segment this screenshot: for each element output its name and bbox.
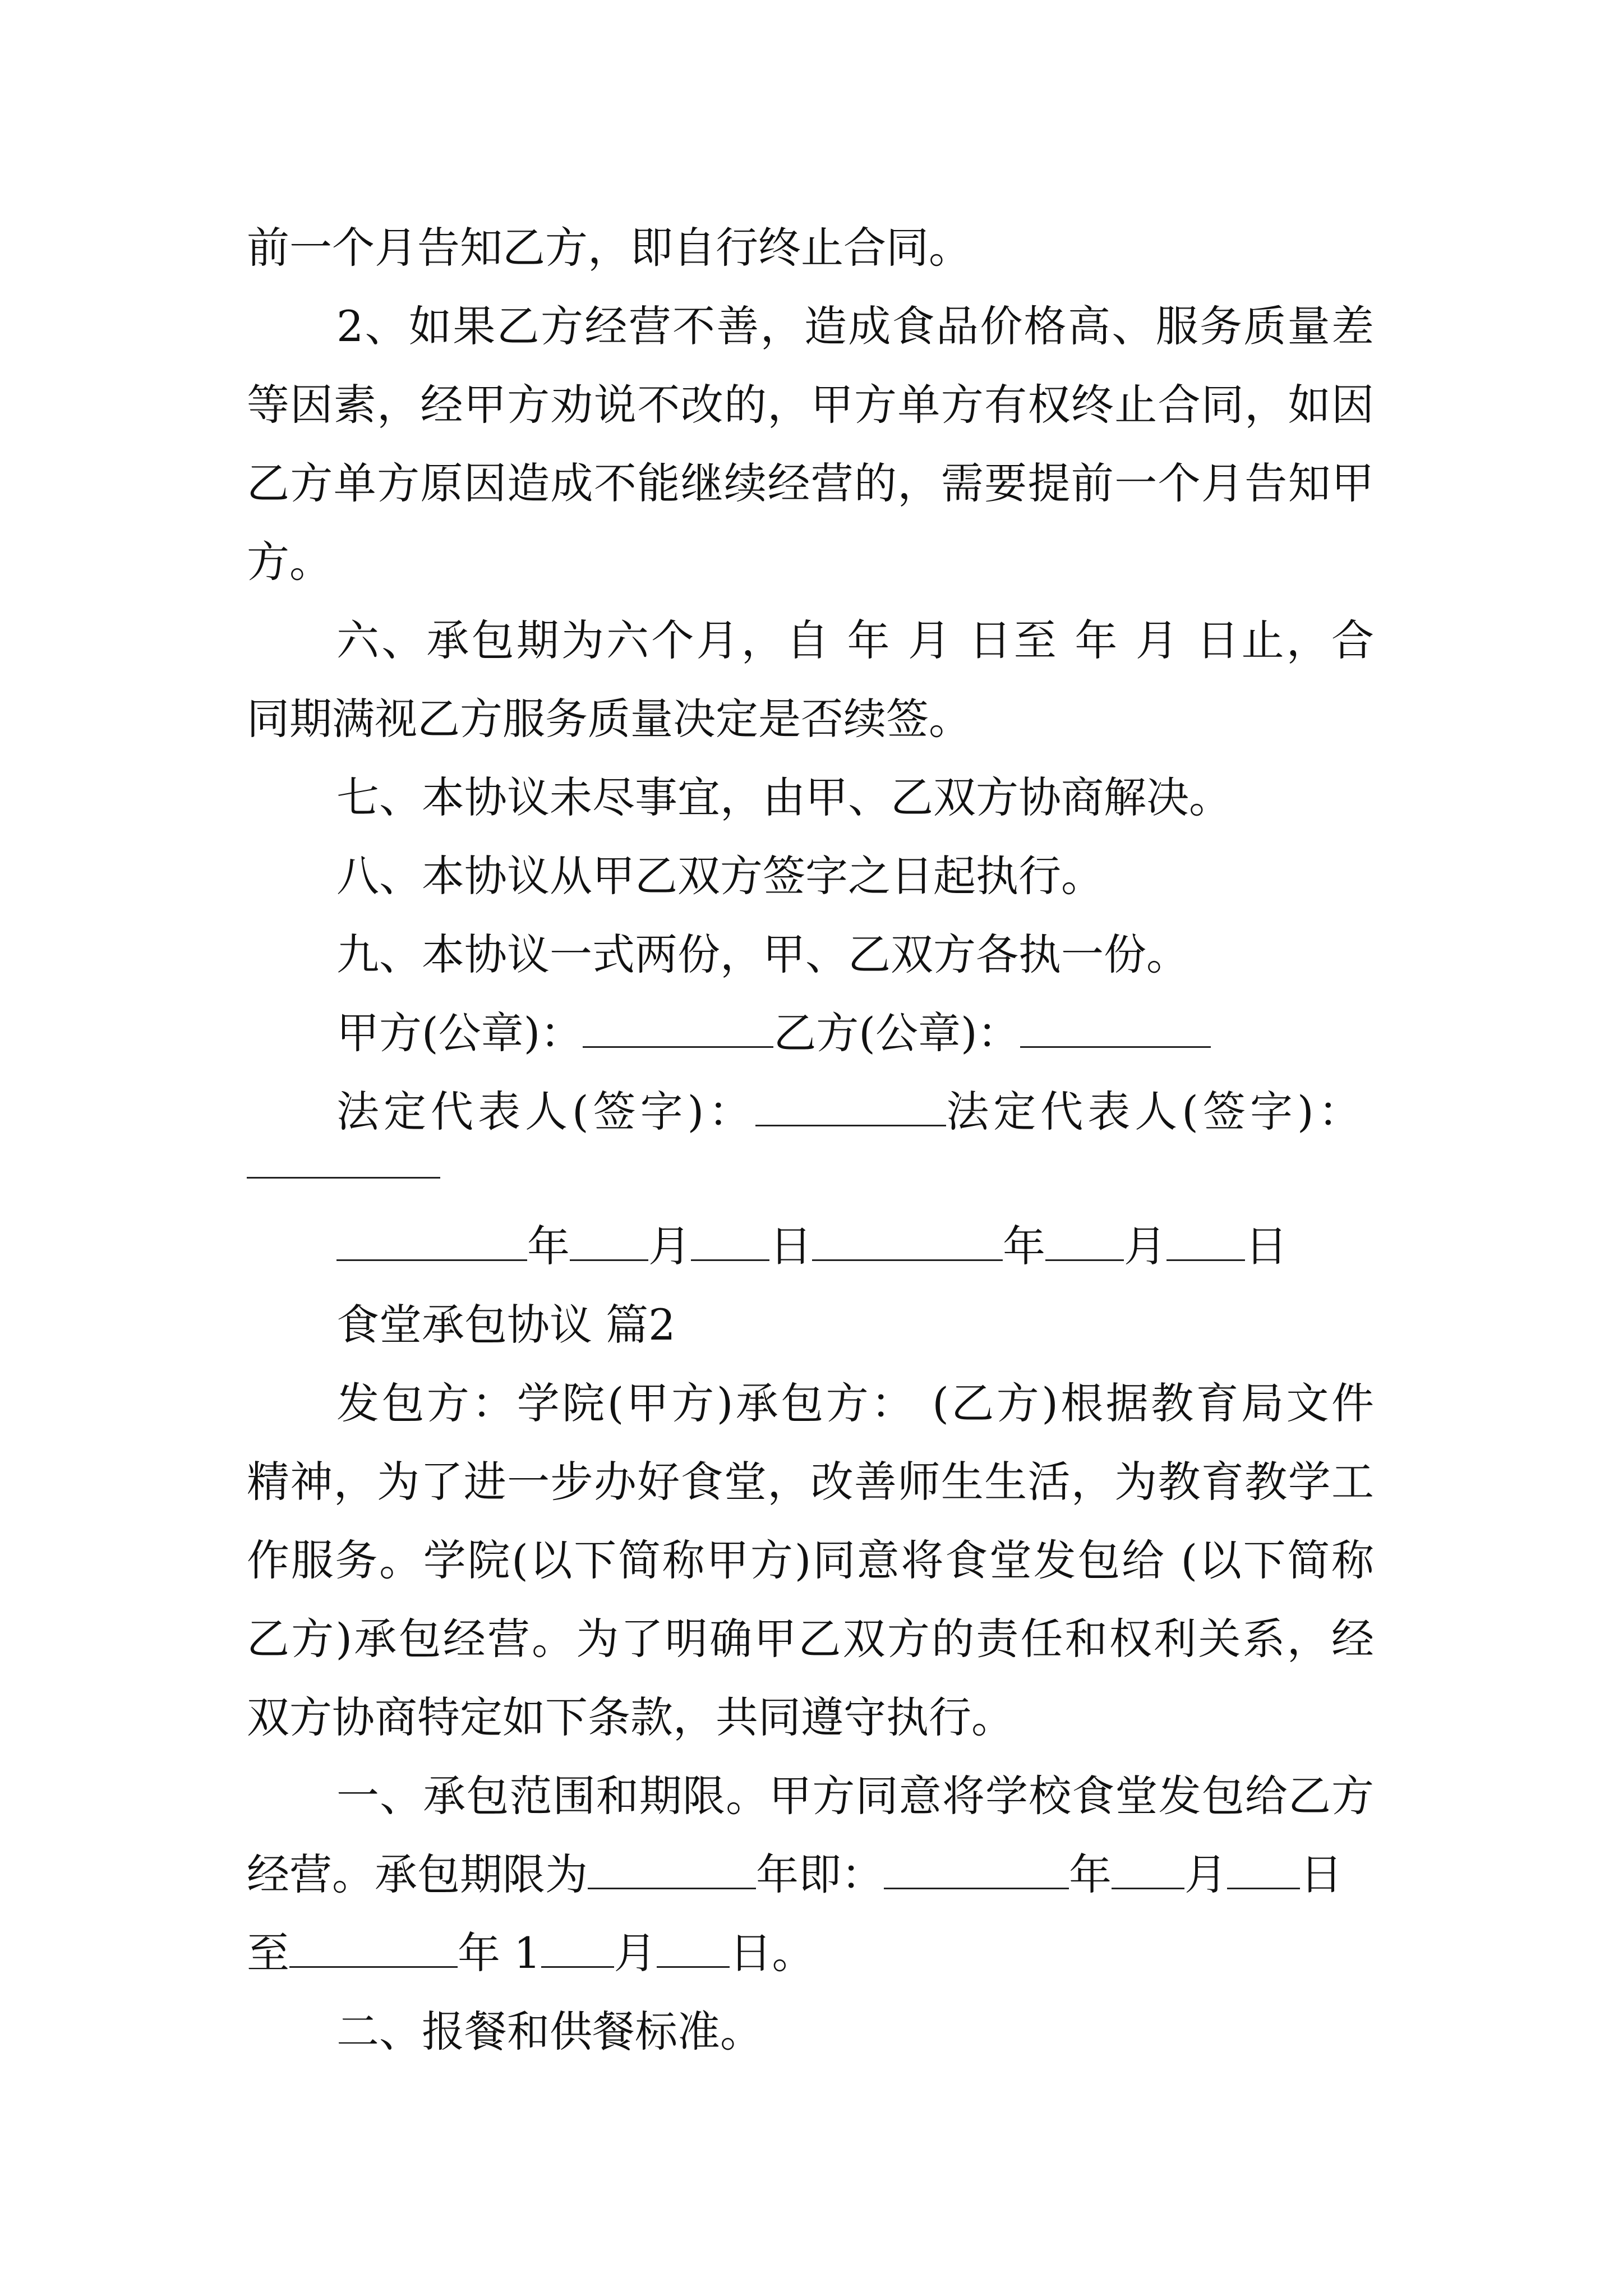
party-b-seal-blank[interactable]	[1020, 1010, 1211, 1048]
intro-line-3: 作服务。学院(以下简称甲方)同意将食堂发包给 (以下简称	[247, 1535, 1374, 1585]
clause-2-line-3: 乙方单方原因造成不能继续经营的，需要提前一个月告知甲	[247, 458, 1374, 508]
end-prefix-label: 至	[247, 1928, 289, 1978]
date-a-month-blank[interactable]	[570, 1223, 648, 1261]
intro-line-1: 发包方：学院(甲方)承包方： (乙方)根据教育局文件	[336, 1378, 1374, 1428]
party-b-seal-label: 乙方(公章)：	[773, 1008, 1020, 1058]
meal-standard-clause: 二、报餐和供餐标准。	[336, 2007, 763, 2056]
start-day-label: 日	[1300, 1849, 1343, 1899]
representative-signature-line	[336, 1084, 1366, 1140]
end-month-label: 月	[614, 1928, 657, 1978]
end-year-label: 年 1	[458, 1928, 541, 1978]
party-a-representative-label: 法定代表人(签字)：	[336, 1087, 756, 1137]
clause-6-line-2: 同期满视乙方服务质量决定是否续签。	[247, 694, 971, 744]
start-month-label: 月	[1184, 1849, 1227, 1899]
end-day-label: 日。	[729, 1928, 815, 1978]
end-month-blank[interactable]	[541, 1930, 614, 1968]
term-years-blank[interactable]	[588, 1852, 756, 1889]
party-a-seal-label: 甲方(公章)：	[336, 1008, 583, 1058]
date-b-month-label: 月	[1124, 1221, 1166, 1271]
signing-date-line	[336, 1218, 1288, 1274]
clause-2-line-4: 方。	[247, 537, 332, 587]
intro-line-2: 精神，为了进一步办好食堂，改善师生生活，为教育教学工	[247, 1457, 1374, 1507]
seal-signature-line	[336, 1005, 1211, 1061]
clause-7: 七、本协议未尽事宜，由甲、乙双方协商解决。	[336, 772, 1232, 822]
section-title: 食堂承包协议 篇2	[336, 1300, 676, 1350]
date-b-year-blank[interactable]	[812, 1223, 1003, 1261]
start-year-label: 年	[1069, 1849, 1112, 1899]
date-b-day-blank[interactable]	[1166, 1223, 1245, 1261]
party-a-representative-blank[interactable]	[755, 1089, 946, 1126]
term-years-label: 年即：	[756, 1849, 884, 1899]
end-day-blank[interactable]	[657, 1930, 730, 1968]
clause-8: 八、本协议从甲乙双方签字之日起执行。	[336, 851, 1104, 901]
date-b-year-label: 年	[1003, 1221, 1045, 1271]
start-year-blank[interactable]	[884, 1852, 1069, 1889]
clause-6-line-1: 六、承包期为六个月，自 年 月 日至 年 月 日止，合	[336, 615, 1374, 665]
party-b-representative-label: 法定代表人(签字)：	[946, 1087, 1366, 1137]
date-a-year-label: 年	[527, 1221, 570, 1271]
date-a-month-label: 月	[648, 1221, 691, 1271]
start-month-blank[interactable]	[1112, 1852, 1184, 1889]
start-day-blank[interactable]	[1227, 1852, 1300, 1889]
date-a-day-label: 日	[769, 1221, 812, 1271]
date-a-day-blank[interactable]	[691, 1223, 769, 1261]
intro-line-4: 乙方)承包经营。为了明确甲乙双方的责任和权利关系，经	[247, 1614, 1374, 1664]
party-a-seal-blank[interactable]	[583, 1010, 773, 1048]
scope-clause-line-2	[247, 1847, 1343, 1903]
end-year-blank[interactable]	[289, 1930, 458, 1968]
paragraph-line: 前一个月告知乙方，即自行终止合同。	[247, 223, 971, 273]
date-a-year-blank[interactable]	[336, 1223, 527, 1261]
intro-line-5: 双方协商特定如下条款，共同遵守执行。	[247, 1692, 1014, 1742]
scope-clause-line-3	[247, 1925, 815, 1981]
clause-2-line-1: 2、如果乙方经营不善，造成食品价格高、服务质量差	[336, 301, 1374, 351]
party-b-representative-blank[interactable]	[247, 1177, 440, 1179]
date-b-day-label: 日	[1245, 1221, 1288, 1271]
clause-9: 九、本协议一式两份，甲、乙双方各执一份。	[336, 930, 1189, 979]
scope-clause-line-1: 一、承包范围和期限。甲方同意将学校食堂发包给乙方	[336, 1771, 1374, 1821]
clause-2-line-2: 等因素，经甲方劝说不改的，甲方单方有权终止合同，如因	[247, 380, 1374, 430]
date-b-month-blank[interactable]	[1045, 1223, 1124, 1261]
term-label: 经营。承包期限为	[247, 1849, 588, 1899]
